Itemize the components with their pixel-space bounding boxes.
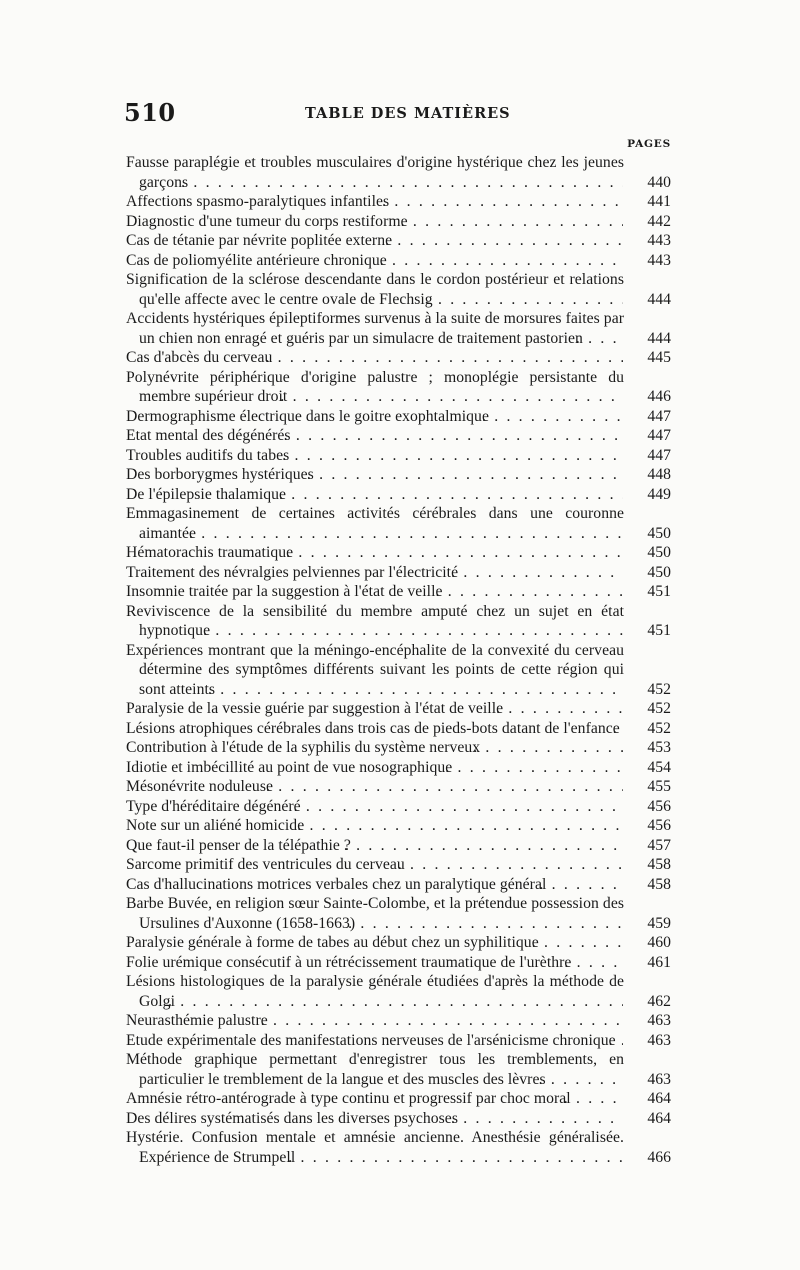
toc-entry-title: Amnésie rétro-antérograde à type continu et progressif par choc moral . . . (126, 1089, 671, 1109)
toc-entry (126, 465, 671, 485)
toc-entry-title: Idiotie et imbécillité au point de vue nosographique . . . (126, 758, 671, 778)
toc-entry-title: Expériences montrant que la méningo-encéphalite de la convexité du cerveau détermine des symptômes différents suivant les points de cette région qui sont atteints . . . (126, 641, 671, 700)
toc-entry (126, 777, 671, 797)
toc-entry (126, 426, 671, 446)
toc-entry-page: 463 (623, 1031, 671, 1051)
toc-entry-title: Que faut-il penser de la télépathie ? . . . (126, 836, 671, 856)
toc-entry (126, 1011, 671, 1031)
toc-entry-title: Affections spasmo-paralytiques infantiles . . . (126, 192, 671, 212)
toc-entry (126, 212, 671, 232)
toc-entry-title: Paralysie de la vessie guérie par suggestion à l'état de veille . . . (126, 699, 671, 719)
toc-entry-page: 442 (623, 212, 671, 232)
toc-entry-page: 453 (623, 738, 671, 758)
toc-entry (126, 582, 671, 602)
toc-entry (126, 485, 671, 505)
toc-entry-title: Neurasthémie palustre . . . (126, 1011, 671, 1031)
toc-entry-page: 446 (623, 387, 671, 407)
toc-entry (126, 699, 671, 719)
toc-entry-page: 445 (623, 348, 671, 368)
toc-entry (126, 407, 671, 427)
pages-column-label: PAGES (627, 138, 671, 150)
toc-entry (126, 719, 671, 739)
toc-entry (126, 1109, 671, 1129)
toc-entry (126, 368, 671, 407)
toc-entry-title: Fausse paraplégie et troubles musculaires d'origine hystérique chez les jeunes garçons . . . (126, 153, 671, 192)
toc-entry-title: Hystérie. Confusion mentale et amnésie ancienne. Anesthésie généralisée. Expérience de Strumpell . . . (126, 1128, 671, 1167)
toc-entry-page: 450 (623, 543, 671, 563)
toc-entry (126, 797, 671, 817)
toc-entry (126, 836, 671, 856)
table-of-contents (126, 153, 671, 1167)
toc-entry (126, 231, 671, 251)
toc-entry-page: 460 (623, 933, 671, 953)
toc-entry-title: Reviviscence de la sensibilité du membre amputé chez un sujet en état hypnotique . . . (126, 602, 671, 641)
toc-entry-page: 455 (623, 777, 671, 797)
toc-entry (126, 933, 671, 953)
page-number: 510 (124, 98, 176, 127)
toc-entry-title: Sarcome primitif des ventricules du cerveau . . . (126, 855, 671, 875)
toc-entry-page: 454 (623, 758, 671, 778)
toc-entry-page: 451 (623, 621, 671, 641)
toc-entry-title: Troubles auditifs du tabes . . . (126, 446, 671, 466)
toc-entry (126, 270, 671, 309)
toc-entry (126, 1050, 671, 1089)
toc-entry (126, 641, 671, 700)
toc-entry-page: 451 (623, 582, 671, 602)
toc-entry-page: 457 (623, 836, 671, 856)
toc-entry-page: 463 (623, 1070, 671, 1090)
toc-entry-title: Contribution à l'étude de la syphilis du système nerveux . . . (126, 738, 671, 758)
toc-entry-title: Folie urémique consécutif à un rétrécissement traumatique de l'urèthre . . . (126, 953, 671, 973)
toc-entry (126, 1089, 671, 1109)
toc-entry (126, 251, 671, 271)
toc-entry-title: Traitement des névralgies pelviennes par l'électricité . . . (126, 563, 671, 583)
toc-entry-page: 447 (623, 446, 671, 466)
toc-entry-page: 450 (623, 563, 671, 583)
toc-entry-title: Etat mental des dégénérés . . . (126, 426, 671, 446)
toc-entry (126, 602, 671, 641)
toc-entry-title: Cas d'abcès du cerveau . . . (126, 348, 671, 368)
toc-entry-title: Dermographisme électrique dans le goitre exophtalmique . . . (126, 407, 671, 427)
toc-entry-title: Insomnie traitée par la suggestion à l'état de veille . . . (126, 582, 671, 602)
toc-entry-page: 464 (623, 1089, 671, 1109)
toc-entry (126, 816, 671, 836)
toc-entry-title: Etude expérimentale des manifestations nerveuses de l'arsénicisme chronique . . . (126, 1031, 671, 1051)
toc-entry-page: 444 (623, 329, 671, 349)
toc-entry-page: 462 (623, 992, 671, 1012)
toc-entry (126, 504, 671, 543)
toc-entry-page: 452 (623, 680, 671, 700)
toc-entry-title: Signification de la sclérose descendante dans le cordon postérieur et relations qu'elle affecte avec le centre ovale de Flechsig . . . (126, 270, 671, 309)
toc-entry-page: 444 (623, 290, 671, 310)
toc-entry (126, 192, 671, 212)
toc-entry-title: Des délires systématisés dans les diverses psychoses . . . (126, 1109, 671, 1129)
toc-entry-page: 456 (623, 797, 671, 817)
toc-entry-page: 461 (623, 953, 671, 973)
toc-entry (126, 894, 671, 933)
toc-entry-page: 441 (623, 192, 671, 212)
toc-entry-title: Diagnostic d'une tumeur du corps restiforme . . . (126, 212, 671, 232)
toc-entry-page: 443 (623, 251, 671, 271)
toc-entry-title: Cas de poliomyélite antérieure chronique . . . (126, 251, 671, 271)
running-title: TABLE DES MATIÈRES (305, 105, 511, 122)
toc-entry-title: Mésonévrite noduleuse . . . (126, 777, 671, 797)
toc-entry-title: Type d'héréditaire dégénéré . . . (126, 797, 671, 817)
toc-entry-title: Lésions histologiques de la paralysie générale étudiées d'après la méthode de Golgi . . . (126, 972, 671, 1011)
toc-entry-page: 450 (623, 524, 671, 544)
toc-entry-title: Cas de tétanie par névrite poplitée externe . . . (126, 231, 671, 251)
toc-entry-title: Méthode graphique permettant d'enregistrer tous les tremblements, en particulier le tremblement de la langue et des muscles des lèvres . . . (126, 1050, 671, 1089)
toc-entry-title: Emmagasinement de certaines activités cérébrales dans une couronne aimantée . . . (126, 504, 671, 543)
toc-entry-title: Hématorachis traumatique . . . (126, 543, 671, 563)
toc-entry (126, 875, 671, 895)
toc-entry-page: 458 (623, 875, 671, 895)
toc-entry (126, 446, 671, 466)
toc-entry-page: 448 (623, 465, 671, 485)
toc-entry-title: Accidents hystériques épileptiformes survenus à la suite de morsures faites par un chien non enragé et guéris par un simulacre de traitement pastorien . . . (126, 309, 671, 348)
toc-entry-title: Note sur un aliéné homicide . . . (126, 816, 671, 836)
toc-entry-title: Lésions atrophiques cérébrales dans trois cas de pieds-bots datant de l'enfance . . . (126, 719, 671, 739)
toc-entry (126, 309, 671, 348)
toc-entry (126, 153, 671, 192)
toc-entry-page: 456 (623, 816, 671, 836)
toc-entry-page: 447 (623, 407, 671, 427)
toc-entry-page: 443 (623, 231, 671, 251)
toc-entry-page: 440 (623, 173, 671, 193)
toc-entry-title: De l'épilepsie thalamique . . . (126, 485, 671, 505)
toc-entry (126, 1031, 671, 1051)
toc-entry-page: 463 (623, 1011, 671, 1031)
toc-entry-page: 466 (623, 1148, 671, 1168)
toc-entry-page: 447 (623, 426, 671, 446)
page-header (120, 98, 680, 130)
toc-entry-title: Cas d'hallucinations motrices verbales chez un paralytique général . . . (126, 875, 671, 895)
toc-entry-page: 459 (623, 914, 671, 934)
toc-entry (126, 855, 671, 875)
toc-entry-page: 449 (623, 485, 671, 505)
toc-entry-title: Des borborygmes hystériques . . . (126, 465, 671, 485)
toc-entry (126, 758, 671, 778)
toc-entry-title: Polynévrite périphérique d'origine palustre ; monoplégie persistante du membre supérieur droit . . . (126, 368, 671, 407)
toc-entry (126, 953, 671, 973)
toc-entry (126, 543, 671, 563)
toc-entry (126, 563, 671, 583)
toc-entry (126, 348, 671, 368)
toc-entry-title: Paralysie générale à forme de tabes au début chez un syphilitique . . . (126, 933, 671, 953)
toc-entry (126, 972, 671, 1011)
toc-entry-title: Barbe Buvée, en religion sœur Sainte-Colombe, et la prétendue possession des Ursulines d'Auxonne (1658-1663) . . . (126, 894, 671, 933)
toc-entry-page: 452 (623, 699, 671, 719)
toc-entry-page: 464 (623, 1109, 671, 1129)
toc-entry (126, 1128, 671, 1167)
toc-entry-page: 458 (623, 855, 671, 875)
toc-entry (126, 738, 671, 758)
toc-entry-page: 452 (623, 719, 671, 739)
